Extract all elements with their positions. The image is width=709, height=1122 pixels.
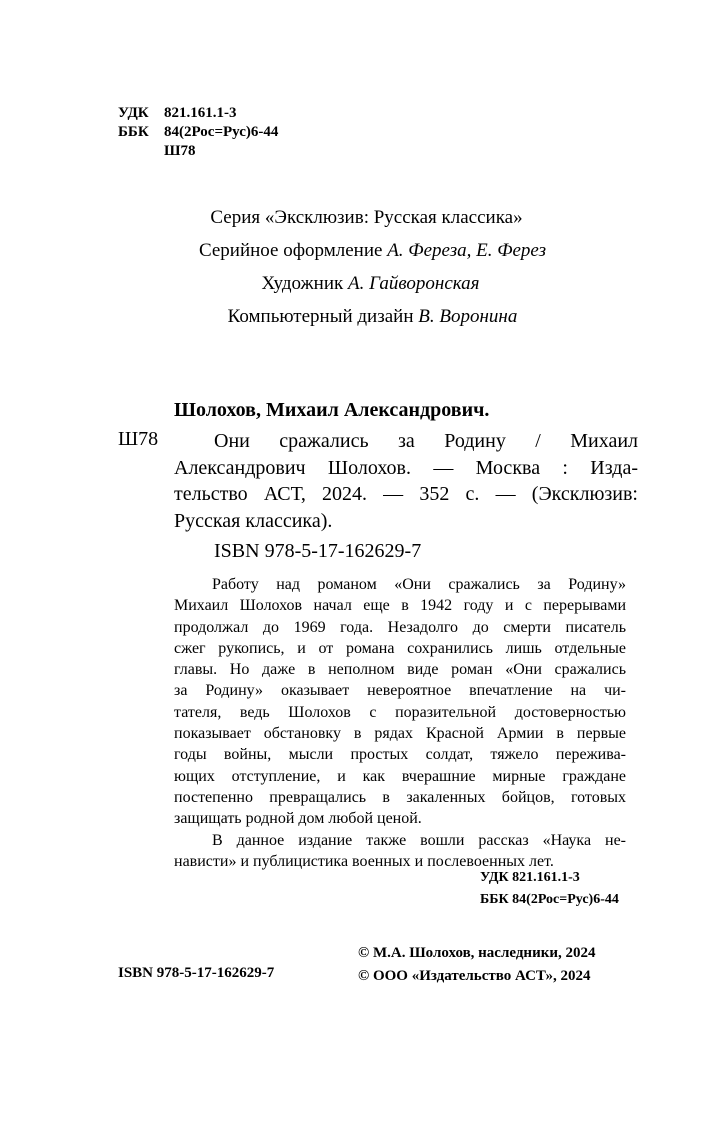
annotation-line: показывает обстановку в рядах Красной Армии в первые [174, 725, 626, 743]
credit-artist-name: А. Гайворонская [347, 273, 480, 294]
bib-author-code: Ш78 [118, 428, 159, 450]
annotation-line: годы войны, мысли простых солдат, тяжело пережива- [174, 746, 626, 764]
bbk-value: 84(2Рос=Рус)6-44 [164, 124, 279, 140]
annotation-line: постепенно превращались в закаленных бойцов, готовых [174, 788, 626, 806]
bib-author-heading: Шолохов, Михаил Александрович. [174, 399, 490, 421]
classification-block [118, 104, 278, 161]
annotation-line: ющих отступление, и как вчерашние мирные граждане [174, 767, 626, 785]
credits-block [0, 201, 709, 333]
author-code: Ш78 [164, 143, 196, 159]
annotation-line: сжег рукопись, и от романа сохранились лишь отдельные [174, 639, 626, 657]
credit-design-label: Серийное оформление [198, 240, 388, 261]
annotation-line: Работу над романом «Они сражались за Родину» [212, 576, 626, 593]
bottom-classification [480, 867, 619, 911]
bottom-udk: УДК 821.161.1-3 [480, 870, 580, 885]
copyright-publisher: © ООО «Издательство АСТ», 2024 [358, 968, 591, 984]
annotation-line: продолжал до 1969 года. Незадолго до смерти писатель [174, 618, 626, 636]
annotation [174, 574, 626, 872]
annotation-line: тателя, ведь Шолохов с поразительной достоверностью [174, 703, 626, 721]
credit-layout-name: В. Воронина [418, 306, 518, 327]
bbk-label: ББК [118, 124, 149, 140]
annotation-line: В данное издание также вошли рассказ «Наука не- [212, 831, 626, 849]
annotation-line: защищать родной дом любой ценой. [174, 810, 422, 828]
credit-design-name: А. Фереза, Е. Ферез [387, 240, 547, 261]
credit-series-label: Серия [210, 207, 265, 228]
credit-series-name: «Эксклюзив: Русская классика» [264, 207, 523, 228]
author-code-row [118, 142, 278, 161]
bib-description-line: Александрович Шолохов. — Москва : Изда- [174, 456, 638, 479]
annotation-line: за Родину» оказывает невероятное впечатление на чи- [174, 682, 626, 700]
credit-series [0, 201, 709, 234]
credit-layout [0, 300, 709, 333]
credit-design [0, 234, 709, 267]
credit-layout-label: Компьютерный дизайн [227, 306, 419, 327]
bbk-row [118, 123, 278, 142]
bottom-bbk: ББК 84(2Рос=Рус)6-44 [480, 892, 619, 907]
annotation-line: Михаил Шолохов начал еще в 1942 году и с перерывами [174, 597, 626, 615]
copyright-author: © М.А. Шолохов, наследники, 2024 [358, 945, 596, 961]
annotation-line: нависти» и публицистика военных и послевоенных лет. [174, 852, 554, 870]
credit-artist [0, 267, 709, 300]
annotation-line: главы. Но даже в неполном виде роман «Они сражались [174, 661, 626, 679]
isbn-bottom: ISBN 978-5-17-162629-7 [118, 965, 275, 981]
bib-description-line: Они сражались за Родину / Михаил [214, 430, 638, 452]
copyright-block [358, 942, 596, 988]
credit-artist-label: Художник [261, 273, 348, 294]
bib-description-line: тельство АСТ, 2024. — 352 с. — (Эксклюзив: [174, 483, 638, 505]
bib-description [174, 428, 638, 534]
bib-isbn: ISBN 978-5-17-162629-7 [214, 540, 422, 562]
udk-label: УДК [118, 105, 149, 121]
udk-value: 821.161.1-3 [164, 105, 237, 121]
udk-row [118, 104, 278, 123]
bib-description-line: Русская классика). [174, 509, 333, 532]
